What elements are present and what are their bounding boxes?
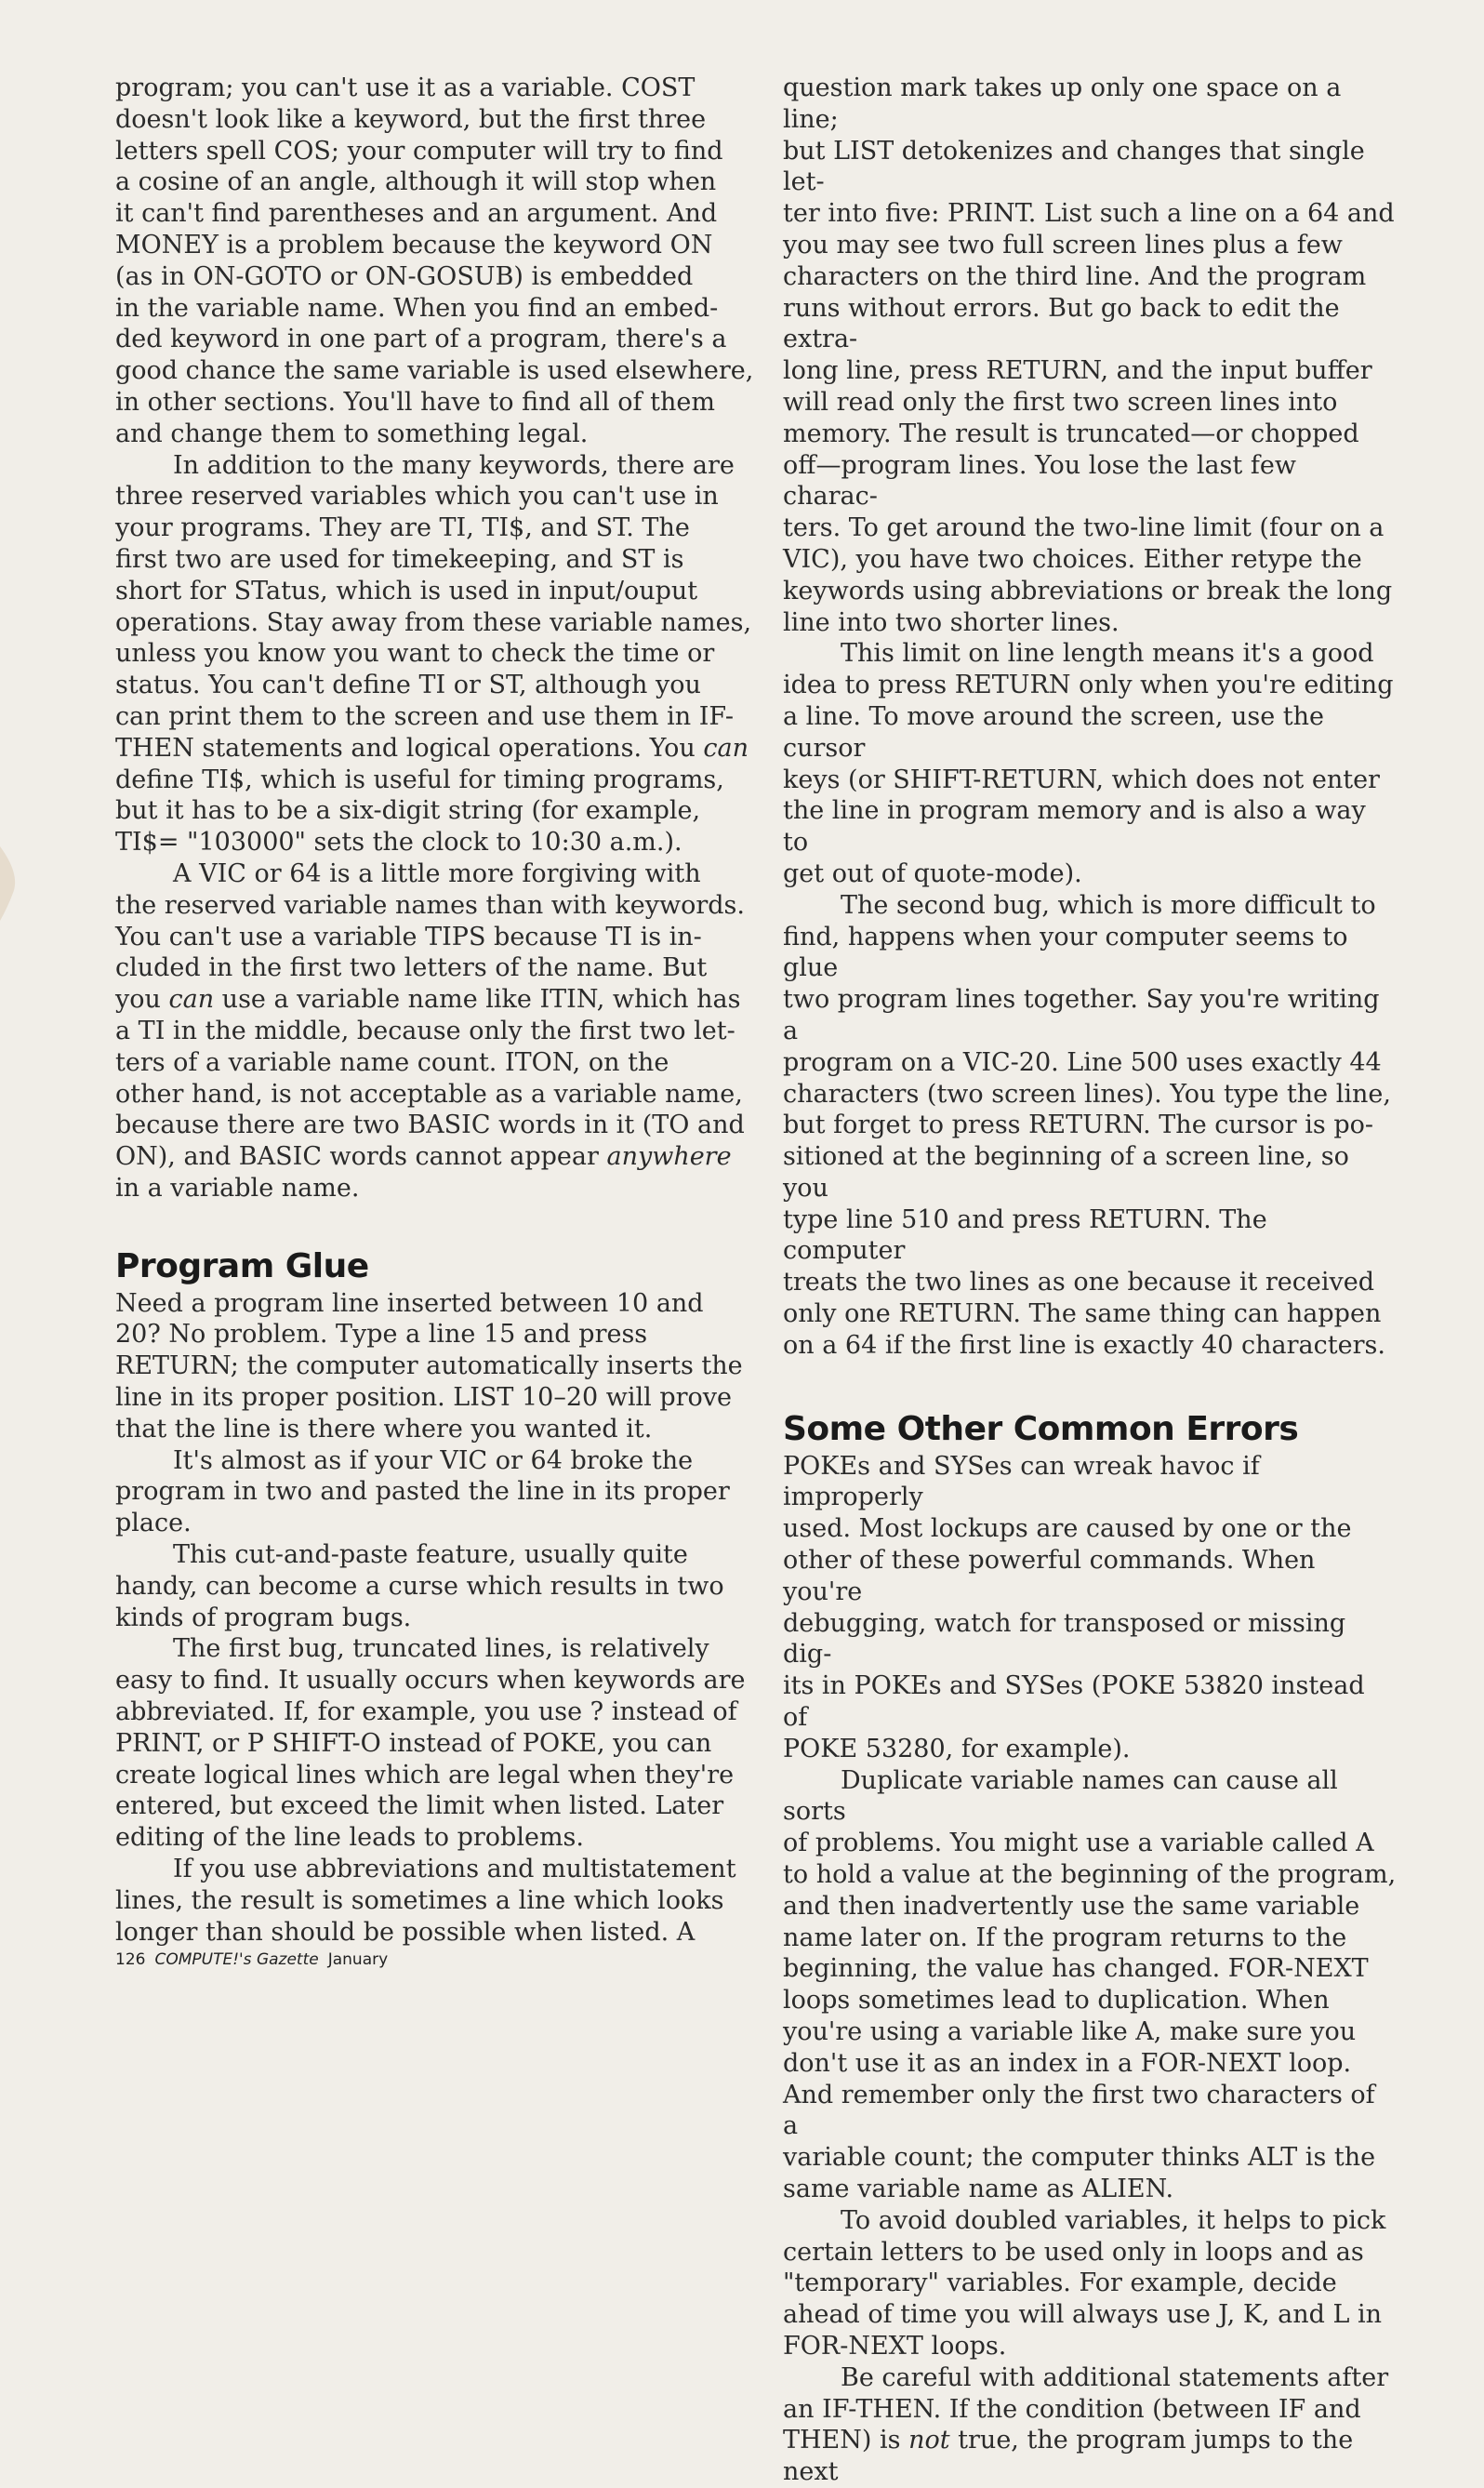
- right-paragraph-6: To avoid doubled variables, it helps to pick certain letters to be used only in loops and as "temporary" variables. For example, decide ahead of time you will always use J, K, and L in FOR-NEXT loops.: [783, 2205, 1386, 2361]
- text-run: In addition to the many keywords, there are three reserved variables which you can't use in your programs. They are TI, TI$, and ST. The first two are used for timekeeping, and ST is short for STatus, which is used in input/ouput operations. Stay away from these variable names, unless you know you want to check the time or status. You can't define TI or ST, although you can print them to the screen and use them in IF- THEN statements and logical operations. You: [115, 450, 752, 763]
- emphasis-not: not: [908, 2426, 950, 2455]
- left-paragraph-1: program; you can't use it as a variable. COST doesn't look like a keyword, but the first three letters spell COS; your computer will try to find a cosine of an angle, although it will stop when it can't find parentheses and an argument. And MONEY is a problem because the keyword ON (as in ON-GOTO or ON-GOSUB) is embedded in the variable name. When you find an embed- ded keyword in one part of a program, there's a good chance the same variable is used elsewhere, in other sections. You'll have to find all of them and change them to something legal.: [115, 73, 754, 448]
- right-paragraph-3: The second bug, which is more difficult to find, happens when your computer seems to glue two program lines together. Say you're writing a program on a VIC-20. Line 500 uses exactly 44 characters (two screen lines). You type the line, but forget to press RETURN. The cursor is po- sitioned at the beginning of a screen line, so you type line 510 and press RETURN. The computer treats the two lines as one because it received only one RETURN. The same thing can happen on a 64 if the first line is exactly 40 characters.: [783, 890, 1391, 1360]
- right-paragraph-1: question mark takes up only one space on a line; but LIST detokenizes and changes that single let- ter into five: PRINT. List such a line on a 64 and you may see two full screen lines plus a few characters on the third line. And the program runs without errors. But go back to edit the extra- long line, press RETURN, and the input buffer will read only the first two screen lines into memory. The result is truncated—or chopped off—program lines. You lose the last few charac- ters. To get around the two-line limit (four on a VIC), you have two choices. Either retype the keywords using abbreviations or break the long line into two shorter lines.: [783, 73, 1395, 637]
- emphasis-anywhere: anywhere: [606, 1142, 732, 1172]
- right-column: [783, 73, 1397, 2488]
- left-paragraph-8: If you use abbreviations and multistatement lines, the result is sometimes a line which looks longer than should be possible when listed. A: [115, 1855, 736, 1947]
- left-paragraph-6: This cut-and-paste feature, usually quite handy, can become a curse which results in two kinds of program bugs.: [115, 1540, 724, 1632]
- left-paragraph-4: Need a program line inserted between 10 and 20? No problem. Type a line 15 and press RETURN; the computer automatically inserts the line in its proper position. LIST 10–20 will prove that the line is there where you wanted it.: [115, 1288, 743, 1444]
- issue-month: January: [327, 1950, 389, 1969]
- text-run: in a variable name.: [115, 1173, 360, 1203]
- page-number: 126: [115, 1950, 146, 1969]
- right-paragraph-7: [783, 2362, 1397, 2488]
- emphasis-can: can: [703, 733, 749, 763]
- emphasis-can: can: [168, 985, 215, 1015]
- page-footer: [115, 1950, 388, 1969]
- text-run: A VIC or 64 is a little more forgiving with the reserved variable names than with keywords. You can't use a variable TIPS because TI is in- cluded in the first two letters of the name. But you: [115, 858, 745, 1015]
- left-paragraph-5: It's almost as if your VIC or 64 broke the program in two and pasted the line in its proper place.: [115, 1445, 730, 1538]
- left-paragraph-7: The first bug, truncated lines, is relatively easy to find. It usually occurs when keywords are abbreviated. If, for example, you use ? instead of PRINT, or P SHIFT-O instead of POKE, you can create logical lines which are legal when they're entered, but exceed the limit when listed. Later editing of the line leads to problems.: [115, 1634, 746, 1853]
- magazine-title: COMPUTE!'s Gazette: [154, 1950, 319, 1969]
- text-run: Be careful with additional statements after an IF-THEN. If the condition (between IF and THEN) is: [783, 2362, 1389, 2455]
- text-run: define TI$, which is useful for timing programs, but it has to be a six-digit string (for example, TI$= "103000" sets the clock to 10:30 a.m.).: [115, 765, 724, 858]
- left-paragraph-3: [115, 858, 766, 1204]
- heading-program-glue: Program Glue: [115, 1246, 369, 1285]
- left-column: [115, 73, 766, 1948]
- right-paragraph-5: Duplicate variable names can cause all sorts of problems. You might use a variable called A to hold a value at the beginning of the program, and then inadvertently use the same variable name later on. If the program returns to the beginning, the value has changed. FOR-NEXT loops sometimes lead to duplication. When you're using a variable like A, make sure you don't use it as an index in a FOR-NEXT loop. And remember only the first two characters of a variable count; the computer thinks ALT is the same variable name as ALIEN.: [783, 1765, 1397, 2203]
- page-edge-stain-icon: [0, 846, 37, 921]
- heading-some-other-common-errors: Some Other Common Errors: [783, 1409, 1299, 1448]
- text-run: use a variable name like ITIN, which has a TI in the middle, because only the first two let- ters of a variable name count. ITON, on the other hand, is not acceptable as a variable name, because there are two BASIC words in it (TO and ON), and BASIC words cannot appear: [115, 985, 745, 1172]
- left-paragraph-2: [115, 450, 766, 858]
- text-run: true, the program jumps to the next: [783, 2426, 1354, 2487]
- right-paragraph-2: This limit on line length means it's a good idea to press RETURN only when you're editing a line. To move around the screen, use the cursor keys (or SHIFT-RETURN, which does not enter the line in program memory and is also a way to get out of quote-mode).: [783, 639, 1394, 888]
- right-paragraph-4: POKEs and SYSes can wreak havoc if improperly used. Most lockups are caused by one or the other of these powerful commands. When you're debugging, watch for transposed or missing dig- its in POKEs and SYSes (POKE 53820 instead of POKE 53280, for example).: [783, 1451, 1365, 1763]
